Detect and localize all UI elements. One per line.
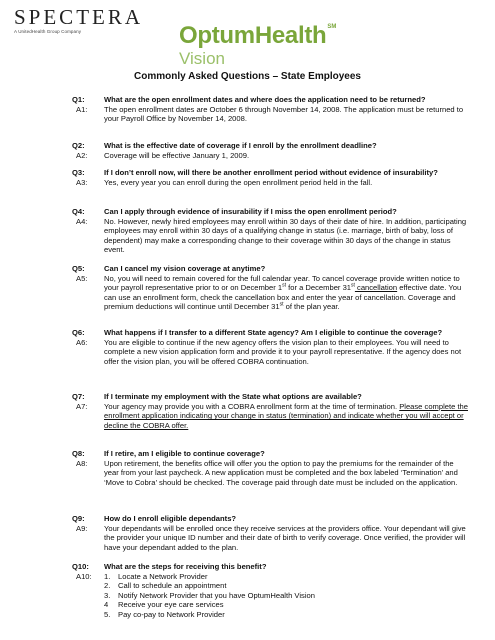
question-label: Q1: [72,95,85,104]
question-label: Q2: [72,141,85,150]
faq-item-9 [72,514,470,552]
answer-row [72,151,470,161]
question-text: Can I cancel my vision coverage at anytime? [104,264,266,273]
question-row [72,141,470,151]
answer-row [72,572,470,620]
list-item: 4 Receive your eye care services [104,600,224,610]
answer-text: Upon retirement, the benefits office will offer you the option to pay the premiums for the remainder of the year from your last paycheck. A new application must be completed and the box labeled ‘Termination’ and ‘Move to Cobra’ should be checked. The coverage paid through date must be included on the application. [104,458,458,487]
question-row [72,328,470,338]
faq-item-7 [72,392,470,430]
question-label: Q3: [72,168,85,177]
answer-text: You are eligible to continue if the new agency offers the vision plan to their employees. You will need to complete a new vision application form and provide it to your payroll representative. If the agency does not offer the vision plan, you will be offered COBRA continuation. [104,337,462,366]
question-label: Q4: [72,207,85,216]
question-row [72,514,470,524]
faq-item-1 [72,95,470,124]
answer-label: A7: [76,401,88,411]
spectera-tagline: A UnitedHealth Group Company [14,29,82,34]
answer-underlined-text: Please complete the enrollment application indicating your change in status (termination) and indicate whether you will accept or decline the COBRA offer. [104,401,468,430]
question-text: If I don’t enroll now, will there be another enrollment period without evidence of insurability? [104,168,438,177]
answer-text: Yes, every year you can enroll during the open enrollment period held in the fall. [104,177,373,187]
question-row [72,392,470,402]
steps-list [104,572,470,620]
answer-row [72,178,470,188]
faq-item-4 [72,207,470,255]
question-row [72,264,470,274]
question-text: If I retire, am I eligible to continue coverage? [104,449,265,458]
faq-item-8 [72,449,470,487]
faq-item-10 [72,562,470,620]
question-row [72,95,470,105]
spectera-wordmark: SPECTERA [14,5,144,29]
question-text: What is the effective date of coverage if I enroll by the enrollment deadline? [104,141,377,150]
question-text: What are the open enrollment dates and where does the application need to be returned? [104,95,426,104]
question-text: What happens if I transfer to a different State agency? Am I eligible to continue the coverage? [104,328,443,337]
answer-text: No, you will need to remain covered for the full calendar year. To cancel coverage provide written notice to your payroll representative prior to or on December 1st for a December 31st cancellation effective date. You can use an enrollment form, check the cancellation box and enter the year of cancellation. Coverage and premium deductions will continue until December 31st of the plan year. [104,273,462,312]
optumhealth-wordmark: OptumHealth [179,22,327,49]
answer-label: A3: [76,177,88,187]
answer-label: A10: [76,571,92,581]
optumhealth-vision-text: Vision [179,49,225,68]
service-mark: SM [327,24,337,30]
answer-label: A8: [76,458,88,468]
question-label: Q7: [72,392,85,401]
spectera-logo [14,6,154,34]
answer-label: A2: [76,150,88,160]
list-item: 5. Pay co-pay to Network Provider [104,609,225,619]
answer-row [72,105,470,124]
question-text: Can I apply through evidence of insurability if I miss the open enrollment period? [104,207,397,216]
answer-label: A5: [76,273,88,283]
question-row [72,207,470,217]
question-label: Q8: [72,449,85,458]
answer-label: A4: [76,216,88,226]
optumhealth-logo [179,24,336,67]
answer-row [72,274,470,312]
answer-text: Your agency may provide you with a COBRA enrollment form at the time of termination. [104,401,398,411]
question-row [72,168,470,178]
question-text: How do I enroll eligible dependants? [104,514,237,523]
answer-row [72,459,470,488]
answer-label: A6: [76,337,88,347]
answer-row [72,217,470,255]
page-title: Commonly Asked Questions – State Employees [134,71,361,82]
list-item: 3. Notify Network Provider that you have OptumHealth Vision [104,590,315,600]
list-item: 1. Locate a Network Provider [104,571,208,581]
question-label: Q6: [72,328,85,337]
answer-row [72,338,470,367]
faq-item-2 [72,141,470,160]
answer-label: A9: [76,523,88,533]
answer-text: No. However, newly hired employees may enroll within 30 days of their date of hire. In addition, participating employees may enroll within 30 days of a qualifying change in status (i.e. marriage, birth of baby, loss of dependent) may make a corresponding change to their coverage within 30 days of the change in status event. [104,216,467,255]
faq-item-6 [72,328,470,366]
question-label: Q9: [72,514,85,523]
answer-text: Your dependants will be enrolled once they receive services at the providers office. Your dependant will give the provider your unique ID number and their date of birth to verify coverage. Once verified, the provider will have your dependant added to the plan. [104,523,466,552]
list-item: 2. Call to schedule an appointment [104,581,227,591]
answer-row [72,402,470,431]
question-text: What are the steps for receiving this benefit? [104,562,267,571]
faq-item-5 [72,264,470,312]
faq-item-3 [72,168,470,187]
answer-label: A1: [76,104,88,114]
answer-text: Coverage will be effective January 1, 2009. [104,150,250,160]
question-label: Q5: [72,264,85,273]
question-row [72,449,470,459]
question-row [72,562,470,572]
answer-text: The open enrollment dates are October 6 through November 14, 2008. The application must be returned to your Payroll Office by November 14, 2008. [104,104,464,124]
question-text: If I terminate my employment with the State what options are available? [104,392,362,401]
question-label: Q10: [72,562,89,571]
answer-row [72,524,470,553]
